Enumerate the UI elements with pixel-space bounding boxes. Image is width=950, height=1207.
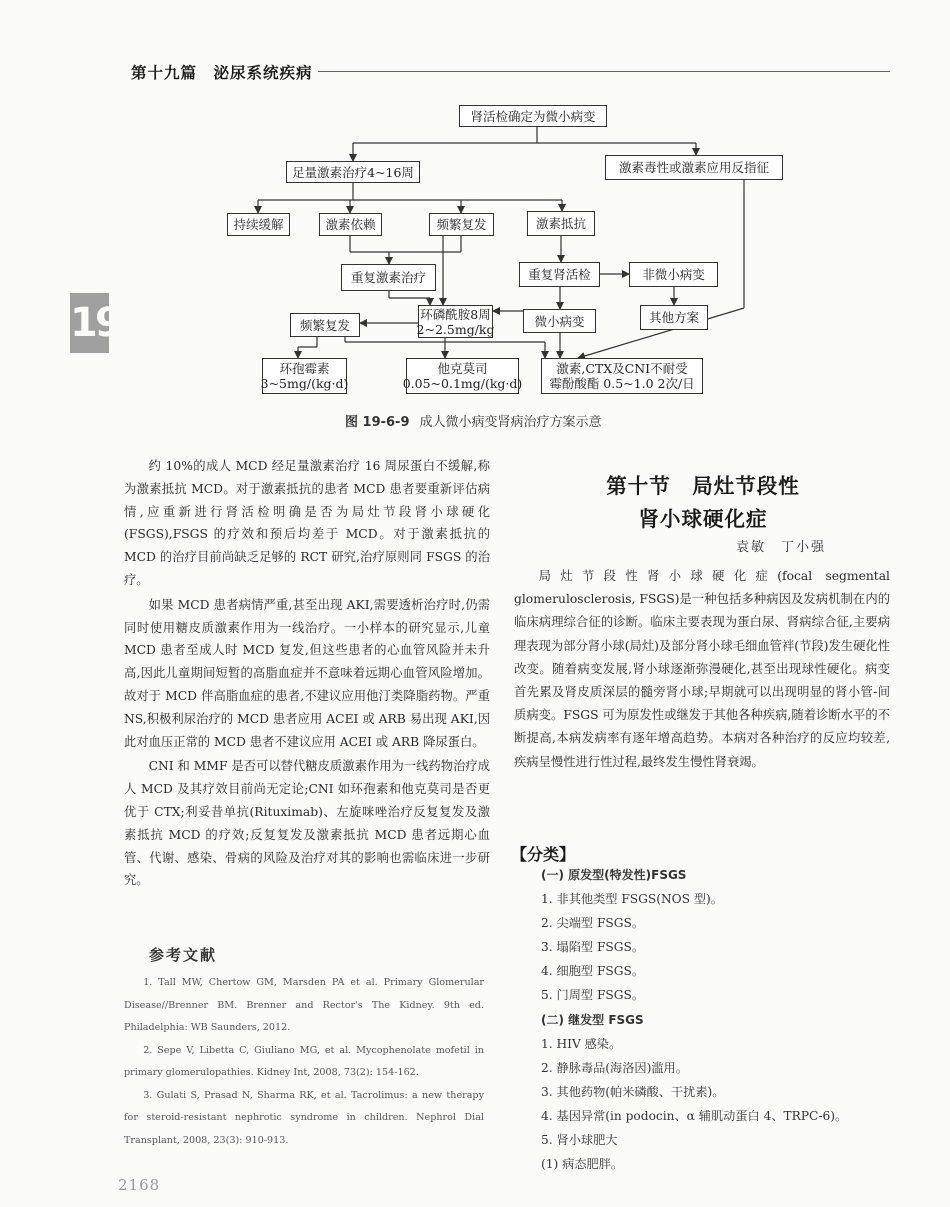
- flow-node-full-dose: [286, 161, 420, 183]
- flow-node-frequent-relapse-2: [290, 313, 360, 337]
- flow-node-repeat-biopsy: [519, 262, 600, 287]
- body-paragraph: 约 10%的成人 MCD 经足量激素治疗 16 周尿蛋白不缓解,称为激素抵抗 MCD。对于激素抵抗的患者 MCD 患者要重新评估病情,应重新进行肾活检明确是否为局灶节段肾小球硬化(FSGS),FSGS 的疗效和预后均差于 MCD。对于激素抵抗的 MCD 的治疗目前尚缺乏足够的 RCT 研究,治疗原则同 FSGS 的治疗。: [124, 459, 490, 587]
- flow-node-label: 其他方案: [648, 310, 699, 325]
- flow-node-repeat-steroid: [341, 264, 436, 291]
- flow-node-label: 重复肾活检: [528, 267, 591, 282]
- body-paragraph: 如果 MCD 患者病情严重,甚至出现 AKI,需要透析治疗时,仍需同时使用糖皮质激素作用为一线治疗。一小样本的研究显示,儿童 MCD 患者至成人时 MCD 复发,但这些患者的心血管风险并未升高,因此儿童期间短暂的高脂血症并不意味着远期心血管风险增加。故对于 MCD 伴高脂血症的患者,不建议应用他汀类降脂药物。严重 NS,积极利尿治疗的 MCD 患者应用 ACEI 或 ARB 易出现 AKI,因此对血压正常的 MCD 患者不建议应用 ACEI 或 ARB 降尿蛋白。: [124, 597, 490, 749]
- list-item: 1. 非其他类型 FSGS(NOS 型)。: [541, 892, 723, 907]
- flow-node-label: 环孢霉素: [279, 361, 330, 376]
- classification-subheading: (二) 继发型 FSGS: [541, 1012, 644, 1027]
- body-paragraph: CNI 和 MMF 是否可以替代糖皮质激素作用为一线药物治疗成人 MCD 及其疗效目前尚无定论;CNI 如环孢素和他克莫司是否更优于 CTX;利妥昔单抗(Rituximab)、左旋咪唑治疗反复复发及激素抵抗 MCD 的疗效;反复复发及激素抵抗 MCD 患者远期心血管、代谢、感染、骨病的风险及治疗对其的影响也需临床进一步研究。: [124, 759, 490, 888]
- section-title: [560, 470, 846, 536]
- flow-node-label: 激素依赖: [325, 217, 376, 232]
- reference-item: 2. Sepe V, Libetta C, Giuliano MG, et al. Mycophenolate mofetil in primary glomerulopathies. Kidney Int, 2008, 73(2): 154-162.: [124, 1044, 484, 1078]
- section-title-line: 第十节 局灶节段性: [606, 474, 800, 498]
- list-item: 5. 肾小球肥大: [541, 1133, 618, 1148]
- flow-node-label: 环磷酰胺8周: [420, 306, 491, 322]
- page-number: 2168: [118, 1176, 161, 1194]
- list-item: 2. 静脉毒品(海洛因)滥用。: [541, 1060, 688, 1075]
- flow-node-cyclophosphamide: [418, 305, 493, 338]
- list-item: 1. HIV 感染。: [541, 1036, 622, 1051]
- chapter-tab-badge: 19: [70, 293, 109, 353]
- flow-node-label: 激素,CTX及CNI不耐受: [556, 361, 688, 376]
- list-item: 3. 其他药物(帕米磷酸、干扰素)。: [541, 1084, 725, 1099]
- list-item: 4. 细胞型 FSGS。: [541, 964, 645, 979]
- section-header-title: 第十九篇 泌尿系统疾病: [131, 64, 313, 82]
- classification-subheading: (一) 原发型(特发性)FSGS: [541, 868, 687, 882]
- flow-node-label: 频繁复发: [436, 217, 487, 232]
- references-list: [124, 972, 484, 1152]
- flow-node-dose: 霉酚酸酯 0.5~1.0 2次/日: [549, 376, 695, 391]
- flow-node-label: 重复激素治疗: [350, 270, 426, 285]
- reference-item: 3. Gulati S, Prasad N, Sharma RK, et al. Tacrolimus: a new therapy for steroid-resistant nephrotic syndrome in children. Nephrol Dial Transplant, 2008, 23(3): 910-913.: [124, 1089, 484, 1146]
- flow-node-biopsy: [459, 105, 607, 127]
- flow-node-non-mcd: [629, 262, 718, 287]
- list-item: 2. 尖端型 FSGS。: [541, 916, 645, 931]
- classification-list: [541, 863, 847, 1176]
- flow-node-remission: [227, 213, 290, 236]
- flow-node-dose: 0.05~0.1mg/(kg·d): [402, 376, 523, 391]
- flow-node-mcd: [523, 309, 596, 333]
- flow-node-tacrolimus: [402, 358, 523, 394]
- figure-caption-text: 成人微小病变肾病治疗方案示意: [419, 415, 602, 430]
- flow-node-label: 非微小病变: [642, 267, 705, 282]
- references-heading: 参考文献: [149, 946, 218, 964]
- list-item: 3. 塌陷型 FSGS。: [541, 940, 645, 955]
- figure-number: 图 19-6-9: [345, 415, 410, 430]
- flow-node-dependent: [319, 213, 382, 236]
- flow-node-dose: 3~5mg/(kg·d): [260, 376, 349, 391]
- section-intro: [514, 565, 890, 774]
- classification-heading: 【分类】: [511, 845, 576, 864]
- section-authors: 袁敏 丁小强: [736, 540, 827, 555]
- flow-node-label: 持续缓解: [233, 217, 284, 232]
- list-item: 5. 门周型 FSGS。: [541, 988, 645, 1003]
- flow-node-cyclosporine: [262, 358, 347, 394]
- list-item: (1) 病态肥胖。: [541, 1157, 624, 1172]
- flow-node-label: 激素抵抗: [535, 216, 586, 231]
- list-item: 4. 基因异常(in podocin、α 辅肌动蛋白 4、TRPC-6)。: [541, 1108, 848, 1123]
- reference-item: 1. Tall MW, Chertow GM, Marsden PA et al. Primary Glomerular Disease//Brenner BM. Brenner and Rector's The Kidney. 9th ed. Philadelphia: WB Saunders, 2012.: [124, 977, 484, 1033]
- flow-node-mmf: [541, 358, 703, 394]
- flow-node-toxicity: [605, 155, 783, 180]
- flow-node-label: 激素毒性或激素应用反指征: [618, 160, 769, 175]
- flow-node-label: 肾活检确定为微小病变: [470, 108, 596, 124]
- flow-node-label: 微小病变: [534, 313, 585, 329]
- flow-node-frequent-relapse: [429, 213, 494, 236]
- flow-node-label: 足量激素治疗4~16周: [292, 164, 414, 180]
- flow-node-label: 频繁复发: [299, 317, 350, 333]
- flow-node-other: [640, 305, 708, 330]
- flowchart-connectors: [0, 0, 950, 410]
- body-paragraph: 局灶节段性肾小球硬化症(focal segmental glomerulosclerosis, FSGS)是一种包括多种病因及发病机制在内的临床病理综合征的诊断。临床主要表现为蛋白尿、肾病综合征,主要病理表现为部分肾小球(局灶)及部分肾小球毛细血管袢(节段)发生硬化性改变。随着病变发展,肾小球逐渐弥漫硬化,甚至出现球性硬化。病变首先累及肾皮质深层的髓旁肾小球;早期就可以出现明显的肾小管-间质病变。FSGS 可为原发性或继发于其他各种疾病,随着诊断水平的不断提高,本病发病率有逐年增高趋势。本病对各种治疗的反应均较差,疾病呈慢性进行性过程,最终发生慢性肾衰竭。: [514, 569, 890, 769]
- flow-node-dose: 2~2.5mg/kg: [416, 321, 495, 337]
- left-column-body: [124, 455, 490, 892]
- figure-caption: [345, 411, 602, 430]
- flow-node-label: 他克莫司: [437, 361, 488, 376]
- flow-node-resistant: [527, 211, 595, 236]
- section-title-line: 肾小球硬化症: [638, 507, 768, 531]
